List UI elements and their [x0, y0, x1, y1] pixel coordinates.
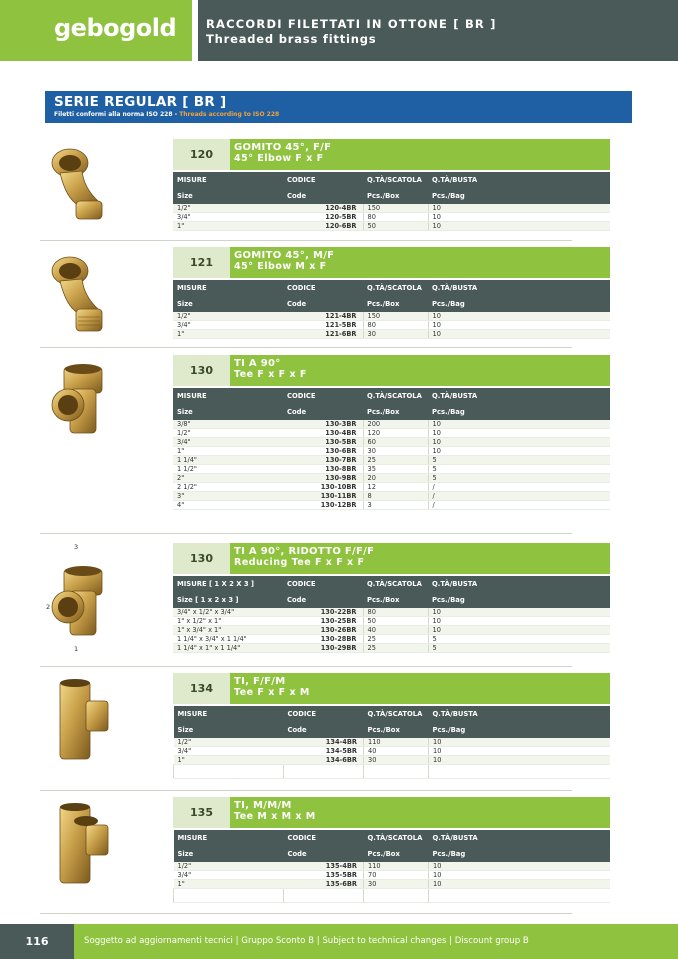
- cell-code: 130-26BR: [283, 626, 363, 635]
- table-header-row: [174, 846, 611, 862]
- col-codice: CODICE: [284, 830, 364, 846]
- col-codice: CODICE: [283, 172, 363, 188]
- product-name-it: GOMITO 45°, M/F: [234, 250, 335, 261]
- cell-pcs-box: 40: [363, 626, 428, 635]
- product-name-it: TI, F/F/M: [234, 676, 286, 687]
- col-code: Code: [284, 722, 364, 738]
- table-header-row: [174, 722, 611, 738]
- cell-size: 3/4": [173, 438, 283, 447]
- cell-size: 4": [173, 501, 283, 510]
- product-image: [46, 677, 136, 787]
- cell-pcs-bag: 5: [428, 456, 610, 465]
- col-qta-busta: Q.TÀ/BUSTA: [429, 830, 611, 846]
- cell-pcs-bag: 10: [428, 420, 610, 429]
- table-row: [173, 608, 610, 617]
- cell-size: 1/2": [174, 738, 284, 747]
- table-row-empty: [174, 889, 611, 903]
- spec-table: [173, 576, 610, 653]
- cell-size: 2 1/2": [173, 483, 283, 492]
- footer: [0, 924, 678, 959]
- product-name-en: Tee M x M x M: [234, 811, 316, 822]
- product-titlebar: [173, 543, 610, 574]
- col-pcs-box: Pcs./Box: [363, 296, 428, 312]
- table-row: [173, 483, 610, 492]
- col-qta-busta: Q.TÀ/BUSTA: [429, 706, 611, 722]
- col-size: Size [ 1 x 2 x 3 ]: [173, 592, 283, 608]
- cell-pcs-bag: 10: [428, 608, 610, 617]
- table-row: [173, 626, 610, 635]
- cell-pcs-box: 30: [364, 756, 429, 765]
- table-header-row: [173, 592, 610, 608]
- cell-size: 1" x 3/4" x 1": [173, 626, 283, 635]
- table-header-row: [173, 188, 610, 204]
- cell-size: 3/4": [174, 747, 284, 756]
- series-subtitle: [54, 111, 632, 118]
- dimension-label: 3: [74, 543, 79, 551]
- table-row: [173, 429, 610, 438]
- col-codice: CODICE: [283, 388, 363, 404]
- spec-table: [173, 830, 610, 903]
- page-number: 116: [0, 924, 74, 959]
- cell-size: 1": [174, 880, 284, 889]
- table-row: [173, 465, 610, 474]
- table-row: [173, 420, 610, 429]
- cell-code: 130-25BR: [283, 617, 363, 626]
- cell-pcs-bag: 10: [428, 213, 610, 222]
- cell-pcs-box: 50: [363, 617, 428, 626]
- col-size: Size: [173, 404, 283, 420]
- product-code: 135: [173, 797, 230, 828]
- cell-pcs-box: 120: [363, 429, 428, 438]
- product-name-it: TI, M/M/M: [234, 800, 292, 811]
- cell-pcs-box: 30: [363, 447, 428, 456]
- cell-size: 1 1/2": [173, 465, 283, 474]
- col-pcs-bag: Pcs./Bag: [428, 592, 610, 608]
- cell-pcs-bag: 5: [428, 465, 610, 474]
- col-qta-scatola: Q.TÀ/SCATOLA: [364, 830, 429, 846]
- cell-pcs-bag: 10: [429, 862, 611, 871]
- cell-code: 130-11BR: [283, 492, 363, 501]
- col-code: Code: [283, 404, 363, 420]
- table-row: [173, 635, 610, 644]
- col-pcs-box: Pcs./Box: [363, 592, 428, 608]
- table-header-row: [174, 706, 611, 722]
- table-row: [173, 213, 610, 222]
- cell-pcs-bag: 10: [429, 738, 611, 747]
- cell-code: 134-6BR: [284, 756, 364, 765]
- section-divider: [40, 347, 572, 348]
- series-title: SERIE REGULAR [ BR ]: [54, 94, 227, 110]
- product-image: [46, 251, 136, 361]
- col-codice: CODICE: [283, 576, 363, 592]
- cell-pcs-box: 110: [364, 738, 429, 747]
- col-misure: MISURE: [174, 830, 284, 846]
- product-name-it: TI A 90°, RIDOTTO F/F/F: [234, 546, 375, 557]
- cell-pcs-bag: 10: [428, 447, 610, 456]
- spec-table: [173, 706, 610, 779]
- cell-pcs-bag: 10: [428, 438, 610, 447]
- spec-table: [173, 172, 610, 231]
- col-size: Size: [174, 722, 284, 738]
- table-header-row: [173, 576, 610, 592]
- product-titlebar: [173, 673, 610, 704]
- cell-code: 120-4BR: [283, 204, 363, 213]
- col-qta-busta: Q.TÀ/BUSTA: [428, 280, 610, 296]
- product-image: [46, 561, 136, 671]
- cell-pcs-box: 30: [364, 880, 429, 889]
- cell-pcs-bag: 5: [428, 635, 610, 644]
- col-pcs-bag: Pcs./Bag: [428, 404, 610, 420]
- col-qta-scatola: Q.TÀ/SCATOLA: [363, 280, 428, 296]
- section-divider: [40, 666, 572, 667]
- cell-code: 135-4BR: [284, 862, 364, 871]
- cell-code: 130-6BR: [283, 447, 363, 456]
- cell-code: 134-5BR: [284, 747, 364, 756]
- product-titlebar: [173, 797, 610, 828]
- cell-pcs-box: 3: [363, 501, 428, 510]
- product-name-en: 45° Elbow M x F: [234, 261, 327, 272]
- cell-pcs-box: 20: [363, 474, 428, 483]
- cell-pcs-box: 25: [363, 635, 428, 644]
- cell-size: 3": [173, 492, 283, 501]
- cell-size: 1/2": [173, 429, 283, 438]
- table-row: [174, 756, 611, 765]
- cell-code: 121-6BR: [283, 330, 363, 339]
- product-name: [230, 139, 610, 170]
- cell-code: 130-3BR: [283, 420, 363, 429]
- table-row: [174, 738, 611, 747]
- col-pcs-bag: Pcs./Bag: [429, 846, 611, 862]
- product-titlebar: [173, 355, 610, 386]
- col-qta-busta: Q.TÀ/BUSTA: [428, 576, 610, 592]
- table-row: [173, 321, 610, 330]
- table-row: [173, 222, 610, 231]
- cell-code: 135-6BR: [284, 880, 364, 889]
- col-size: Size: [173, 188, 283, 204]
- cell-size: 1": [173, 330, 283, 339]
- table-row: [173, 438, 610, 447]
- col-qta-busta: Q.TÀ/BUSTA: [428, 172, 610, 188]
- product-name: [230, 797, 610, 828]
- cell-pcs-bag: 10: [428, 321, 610, 330]
- cell-pcs-bag: 5: [428, 474, 610, 483]
- product-code: 130: [173, 543, 230, 574]
- spec-table: [173, 280, 610, 339]
- col-size: Size: [174, 846, 284, 862]
- table-row: [173, 474, 610, 483]
- product-name-en: Reducing Tee F x F x F: [234, 557, 365, 568]
- col-codice: CODICE: [284, 706, 364, 722]
- brand-logo: gebogold: [54, 14, 177, 42]
- product-image: [46, 801, 136, 911]
- cell-pcs-bag: 10: [429, 880, 611, 889]
- header-title-block: [198, 0, 678, 61]
- product-code: 130: [173, 355, 230, 386]
- cell-pcs-box: 110: [364, 862, 429, 871]
- spec-table: [173, 388, 610, 510]
- col-code: Code: [283, 188, 363, 204]
- cell-pcs-box: 25: [363, 644, 428, 653]
- cell-size: 3/4": [174, 871, 284, 880]
- col-size: Size: [173, 296, 283, 312]
- series-banner: [45, 91, 632, 123]
- table-header-row: [173, 172, 610, 188]
- cell-size: 1/2": [173, 204, 283, 213]
- header-title-it: RACCORDI FILETTATI IN OTTONE [ BR ]: [206, 17, 497, 31]
- footer-note: Soggetto ad aggiornamenti tecnici | Gruppo Sconto B | Subject to technical changes | Discount group B: [74, 924, 678, 959]
- product-name-en: 45° Elbow F x F: [234, 153, 324, 164]
- cell-pcs-box: 150: [363, 312, 428, 321]
- cell-pcs-box: 40: [364, 747, 429, 756]
- cell-size: 2": [173, 474, 283, 483]
- section-divider: [40, 790, 572, 791]
- col-pcs-box: Pcs./Box: [363, 404, 428, 420]
- cell-code: 134-4BR: [284, 738, 364, 747]
- cell-pcs-box: 30: [363, 330, 428, 339]
- table-header-row: [173, 280, 610, 296]
- cell-pcs-box: 60: [363, 438, 428, 447]
- cell-code: 120-6BR: [283, 222, 363, 231]
- cell-pcs-bag: /: [428, 492, 610, 501]
- cell-code: 130-7BR: [283, 456, 363, 465]
- product-code: 120: [173, 139, 230, 170]
- cell-size: 1/2": [173, 312, 283, 321]
- product-name-it: GOMITO 45°, F/F: [234, 142, 332, 153]
- table-header-row: [173, 296, 610, 312]
- cell-size: 1" x 1/2" x 1": [173, 617, 283, 626]
- col-pcs-bag: Pcs./Bag: [429, 722, 611, 738]
- table-row: [173, 617, 610, 626]
- col-qta-scatola: Q.TÀ/SCATOLA: [363, 388, 428, 404]
- cell-pcs-bag: 10: [428, 222, 610, 231]
- product-code: 121: [173, 247, 230, 278]
- table-row: [174, 862, 611, 871]
- col-qta-scatola: Q.TÀ/SCATOLA: [363, 172, 428, 188]
- col-pcs-bag: Pcs./Bag: [428, 188, 610, 204]
- col-misure: MISURE [ 1 X 2 X 3 ]: [173, 576, 283, 592]
- cell-code: 121-5BR: [283, 321, 363, 330]
- cell-code: 120-5BR: [283, 213, 363, 222]
- product-name: [230, 543, 610, 574]
- col-qta-busta: Q.TÀ/BUSTA: [428, 388, 610, 404]
- table-row: [173, 501, 610, 510]
- cell-pcs-box: 150: [363, 204, 428, 213]
- cell-code: 121-4BR: [283, 312, 363, 321]
- cell-pcs-bag: 10: [428, 330, 610, 339]
- table-row: [173, 312, 610, 321]
- cell-size: 3/4": [173, 213, 283, 222]
- cell-size: 1 1/4" x 1" x 1 1/4": [173, 644, 283, 653]
- col-pcs-box: Pcs./Box: [364, 722, 429, 738]
- cell-size: 3/4" x 1/2" x 3/4": [173, 608, 283, 617]
- table-row: [174, 871, 611, 880]
- col-misure: MISURE: [173, 280, 283, 296]
- product-name: [230, 355, 610, 386]
- table-row: [174, 880, 611, 889]
- cell-pcs-box: 35: [363, 465, 428, 474]
- cell-pcs-box: 80: [363, 321, 428, 330]
- product-name-it: TI A 90°: [234, 358, 281, 369]
- cell-pcs-bag: 10: [428, 626, 610, 635]
- logo-block: [0, 0, 192, 61]
- cell-code: 130-12BR: [283, 501, 363, 510]
- col-misure: MISURE: [173, 388, 283, 404]
- cell-size: 3/8": [173, 420, 283, 429]
- table-row: [173, 456, 610, 465]
- col-misure: MISURE: [174, 706, 284, 722]
- col-codice: CODICE: [283, 280, 363, 296]
- cell-size: 1 1/4": [173, 456, 283, 465]
- section-divider: [40, 913, 572, 914]
- cell-code: 130-29BR: [283, 644, 363, 653]
- cell-pcs-box: 200: [363, 420, 428, 429]
- cell-pcs-bag: 10: [428, 429, 610, 438]
- table-row: [173, 330, 610, 339]
- header-title-en: Threaded brass fittings: [206, 32, 377, 46]
- cell-code: 130-5BR: [283, 438, 363, 447]
- col-pcs-box: Pcs./Box: [364, 846, 429, 862]
- table-header-row: [173, 404, 610, 420]
- product-titlebar: [173, 247, 610, 278]
- cell-pcs-box: 8: [363, 492, 428, 501]
- cell-code: 130-8BR: [283, 465, 363, 474]
- table-row: [173, 492, 610, 501]
- cell-code: 135-5BR: [284, 871, 364, 880]
- col-pcs-bag: Pcs./Bag: [428, 296, 610, 312]
- series-subtitle-it: Filetti conformi alla norma ISO 228 -: [54, 111, 178, 118]
- product-name: [230, 673, 610, 704]
- cell-pcs-box: 25: [363, 456, 428, 465]
- cell-pcs-bag: 10: [428, 312, 610, 321]
- cell-size: 1 1/4" x 3/4" x 1 1/4": [173, 635, 283, 644]
- col-pcs-box: Pcs./Box: [363, 188, 428, 204]
- col-code: Code: [283, 592, 363, 608]
- table-row: [173, 644, 610, 653]
- col-code: Code: [283, 296, 363, 312]
- table-row: [173, 204, 610, 213]
- cell-pcs-box: 50: [363, 222, 428, 231]
- cell-pcs-bag: 10: [429, 756, 611, 765]
- col-qta-scatola: Q.TÀ/SCATOLA: [363, 576, 428, 592]
- table-header-row: [173, 388, 610, 404]
- section-divider: [40, 533, 572, 534]
- cell-pcs-bag: /: [428, 483, 610, 492]
- cell-code: 130-28BR: [283, 635, 363, 644]
- product-titlebar: [173, 139, 610, 170]
- cell-code: 130-10BR: [283, 483, 363, 492]
- cell-pcs-box: 80: [363, 213, 428, 222]
- cell-pcs-bag: 10: [429, 871, 611, 880]
- cell-pcs-box: 80: [363, 608, 428, 617]
- series-subtitle-en: Threads according to ISO 228: [179, 111, 280, 118]
- cell-code: 130-4BR: [283, 429, 363, 438]
- cell-code: 130-9BR: [283, 474, 363, 483]
- table-header-row: [174, 830, 611, 846]
- cell-pcs-box: 12: [363, 483, 428, 492]
- table-row: [173, 447, 610, 456]
- cell-pcs-bag: /: [428, 501, 610, 510]
- dimension-label: 1: [74, 645, 79, 653]
- cell-size: 3/4": [173, 321, 283, 330]
- col-qta-scatola: Q.TÀ/SCATOLA: [364, 706, 429, 722]
- section-divider: [40, 240, 572, 241]
- cell-size: 1": [174, 756, 284, 765]
- table-row: [174, 747, 611, 756]
- cell-size: 1/2": [174, 862, 284, 871]
- col-code: Code: [284, 846, 364, 862]
- product-name-en: Tee F x F x F: [234, 369, 307, 380]
- product-name: [230, 247, 610, 278]
- cell-pcs-bag: 5: [428, 644, 610, 653]
- product-image: [46, 143, 136, 253]
- product-name-en: Tee F x F x M: [234, 687, 310, 698]
- cell-size: 1": [173, 447, 283, 456]
- cell-pcs-box: 70: [364, 871, 429, 880]
- cell-size: 1": [173, 222, 283, 231]
- table-row-empty: [174, 765, 611, 779]
- col-misure: MISURE: [173, 172, 283, 188]
- dimension-label: 2: [46, 603, 51, 611]
- cell-pcs-bag: 10: [429, 747, 611, 756]
- cell-pcs-bag: 10: [428, 204, 610, 213]
- cell-pcs-bag: 10: [428, 617, 610, 626]
- product-image: [46, 359, 136, 469]
- cell-code: 130-22BR: [283, 608, 363, 617]
- product-code: 134: [173, 673, 230, 704]
